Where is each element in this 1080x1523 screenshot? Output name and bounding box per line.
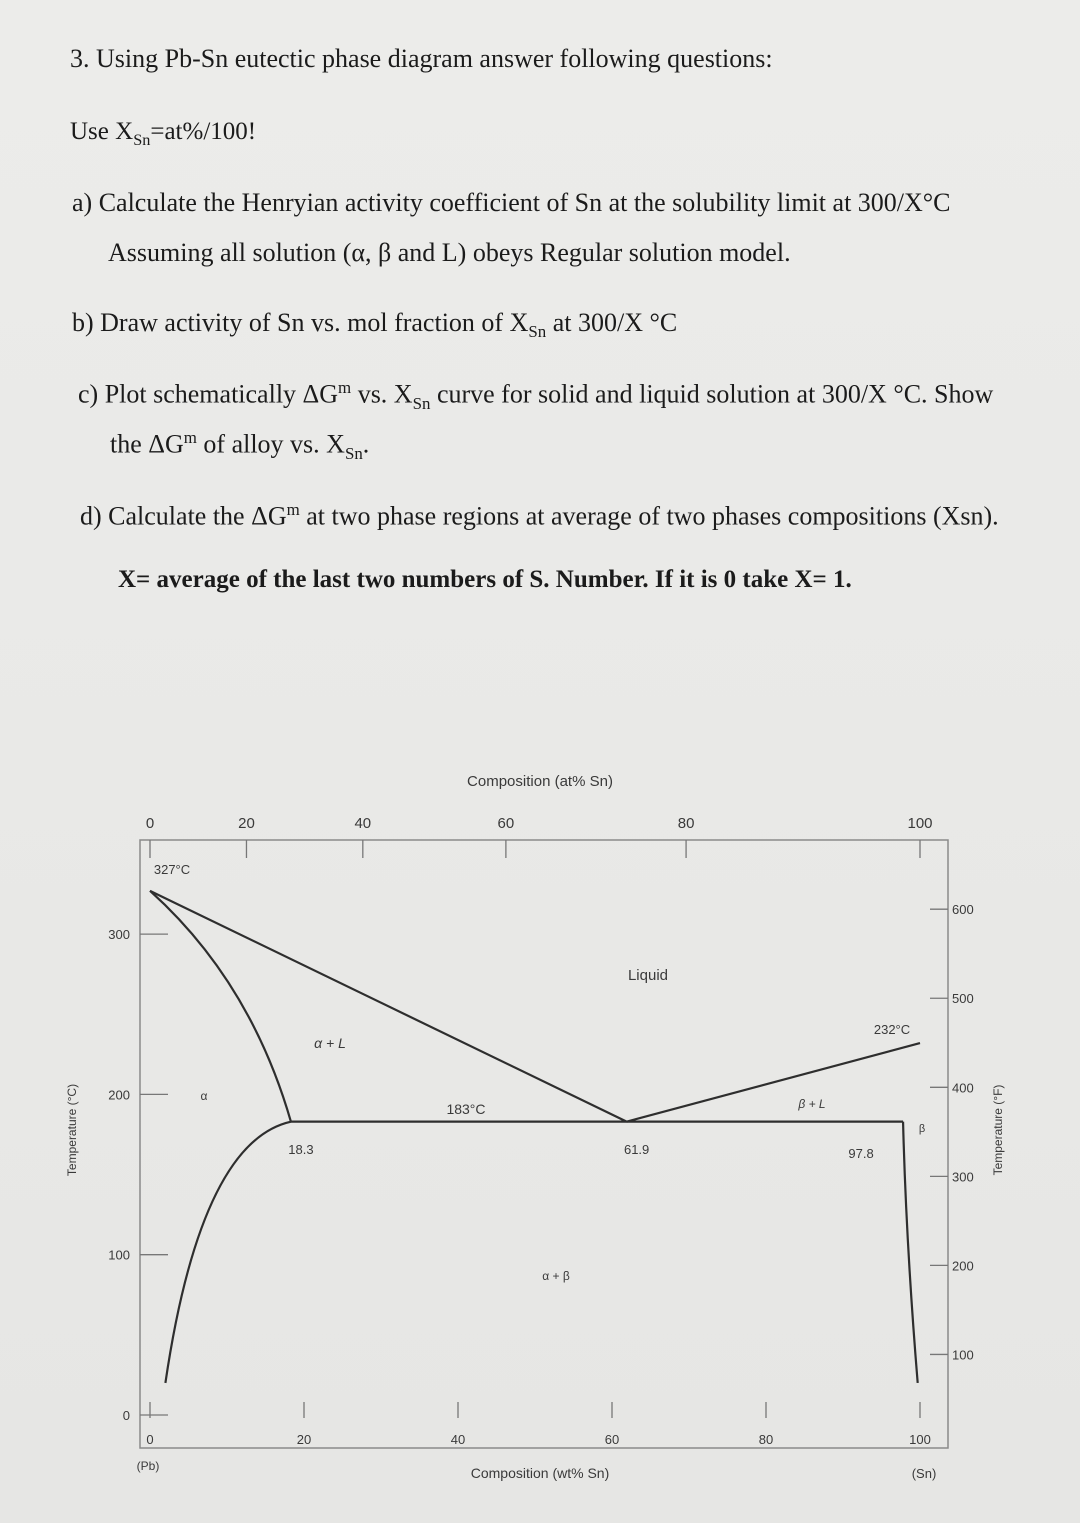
right-tick-label-200: 200 [952, 1258, 974, 1274]
left-tick-label-200: 200 [108, 1087, 130, 1103]
question-c-line1 [78, 378, 993, 414]
pb-melt-label: 327°C [153, 862, 191, 877]
question-d-sup: m [286, 500, 300, 519]
beta-limit-label: 97.8 [848, 1146, 874, 1161]
liquid-region-label: Liquid [627, 967, 669, 984]
beta-liquid-region-label: β + L [798, 1097, 826, 1111]
left-tick-label-300: 300 [108, 927, 130, 943]
top-tick-label-100: 100 [907, 815, 933, 832]
question-title: 3. Using Pb-Sn eutectic phase diagram answer following questions: [70, 44, 773, 73]
question-c2-sup: m [183, 428, 197, 447]
sn-end-label: (Sn) [911, 1466, 937, 1481]
bottom-tick-label-20: 20 [296, 1432, 312, 1447]
bottom-axis-label: Composition (wt% Sn) [470, 1465, 610, 1481]
bottom-tick-label-80: 80 [758, 1432, 774, 1447]
alpha-liquid-region-label: α + L [314, 1035, 346, 1051]
left-tick-label-100: 100 [108, 1247, 130, 1263]
question-c2-prefix: the ΔG [110, 429, 184, 459]
right-tick-label-100: 100 [952, 1347, 974, 1363]
right-tick-label-600: 600 [952, 902, 974, 918]
question-d-suffix: at two phase regions at average of two phases compositions (Xsn). [299, 501, 999, 531]
bottom-tick-label-40: 40 [450, 1432, 466, 1447]
phase-diagram [0, 740, 1080, 1523]
bottom-tick-label-60: 60 [604, 1432, 620, 1447]
question-c-mid: vs. X [351, 379, 413, 409]
bottom-tick-label-0: 0 [146, 1432, 154, 1447]
use-note-prefix: Use X [70, 118, 134, 145]
question-d-prefix: d) Calculate the ΔG [80, 501, 287, 531]
question-c-line2 [110, 428, 369, 464]
alpha-region-label: α [200, 1089, 208, 1103]
question-c2-sub: Sn [344, 443, 363, 463]
right-axis-label: Temperature (°F) [991, 1084, 1005, 1176]
question-a-line1: a) Calculate the Henryian activity coefficient of Sn at the solubility limit at 300/X°C [72, 188, 951, 217]
right-tick-label-400: 400 [952, 1080, 974, 1096]
top-tick-label-40: 40 [354, 815, 372, 832]
question-c-suffix: curve for solid and liquid solution at 300/X °C. Show [430, 379, 994, 409]
question-c-sub: Sn [412, 393, 431, 413]
use-note [70, 118, 256, 150]
top-tick-label-20: 20 [238, 815, 255, 832]
question-b [72, 308, 677, 342]
phase-line-solvus-beta [903, 1122, 918, 1383]
phase-line-liquidus-right [627, 1043, 920, 1122]
beta-region-label: β [918, 1123, 926, 1135]
top-tick-label-80: 80 [677, 815, 695, 832]
pb-end-label: (Pb) [136, 1459, 160, 1473]
left-tick-label-0: 0 [122, 1408, 130, 1423]
sn-melt-label: 232°C [873, 1022, 911, 1037]
question-b-suffix: at 300/X °C [546, 308, 678, 337]
question-b-sub: Sn [528, 322, 547, 342]
alpha-limit-label: 18.3 [288, 1142, 314, 1157]
top-axis-label: Composition (at% Sn) [467, 773, 613, 790]
phase-line-liquidus-left [150, 891, 627, 1122]
question-b-prefix: b) Draw activity of Sn vs. mol fraction of X [72, 308, 529, 337]
bottom-tick-label-100: 100 [909, 1432, 931, 1447]
eutectic-temp-label: 183°C [446, 1101, 486, 1117]
right-tick-label-500: 500 [952, 991, 974, 1007]
question-c-sup: m [338, 378, 352, 397]
question-d [80, 500, 999, 532]
top-tick-label-0: 0 [145, 815, 155, 832]
x-definition-note: X= average of the last two numbers of S. Number. If it is 0 take X= 1. [118, 566, 852, 593]
right-tick-label-300: 300 [952, 1169, 974, 1185]
eutectic-comp-label: 61.9 [623, 1142, 650, 1157]
question-c2-suffix: . [362, 429, 370, 459]
question-c-prefix: c) Plot schematically ΔG [78, 379, 339, 409]
question-c2-mid: of alloy vs. X [196, 429, 345, 459]
question-a-line2: Assuming all solution (α, β and L) obeys Regular solution model. [108, 238, 791, 267]
use-note-sub: Sn [133, 131, 151, 149]
left-axis-label: Temperature (°C) [65, 1083, 79, 1177]
use-note-suffix: =at%/100! [150, 118, 257, 145]
top-tick-label-60: 60 [497, 815, 515, 832]
phase-line-solvus-alpha [165, 1122, 291, 1383]
alpha-beta-region-label: α + β [542, 1269, 570, 1283]
plot-frame [140, 840, 948, 1448]
